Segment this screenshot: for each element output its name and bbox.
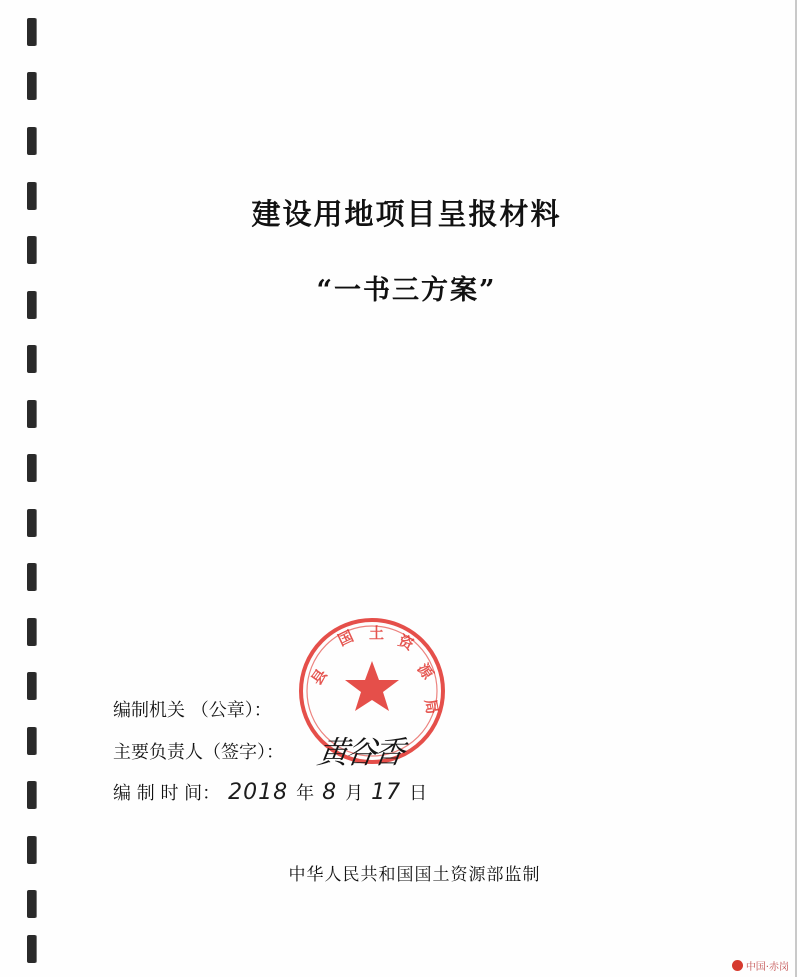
- binding-hole: [27, 454, 36, 482]
- binding-hole: [27, 890, 36, 918]
- date-month: 8: [322, 780, 338, 805]
- date-value: [228, 779, 427, 805]
- date-month-unit: 月: [345, 783, 364, 804]
- compiler-field: [113, 696, 272, 722]
- svg-text:源: 源: [413, 659, 438, 683]
- leader-field: [113, 738, 284, 764]
- leader-label: 主要负责人（签字）：: [113, 742, 284, 763]
- compiler-label: 编制机关 （公章）：: [113, 700, 272, 721]
- binding-holes: [27, 18, 41, 963]
- leader-signature: 黄谷香: [314, 735, 405, 771]
- svg-text:局: 局: [421, 697, 442, 716]
- date-day: 17: [371, 780, 402, 805]
- binding-hole: [27, 618, 36, 646]
- binding-hole: [27, 672, 36, 700]
- binding-hole: [27, 345, 36, 373]
- binding-hole: [27, 727, 36, 755]
- binding-hole: [27, 781, 36, 809]
- svg-text:县: 县: [307, 665, 331, 689]
- binding-hole: [27, 935, 36, 963]
- svg-text:土: 土: [369, 624, 385, 642]
- date-year: 2018: [228, 780, 289, 805]
- emblem-icon: [732, 960, 743, 971]
- binding-hole: [27, 400, 36, 428]
- watermark-text: 中国·赤岗: [745, 962, 789, 973]
- binding-hole: [27, 236, 36, 264]
- watermark: [732, 958, 789, 973]
- binding-hole: [27, 127, 36, 155]
- document-subtitle: “一书三方案”: [316, 275, 497, 306]
- svg-text:国: 国: [335, 626, 357, 650]
- date-label: 编 制 时 间：: [113, 783, 221, 804]
- date-day-unit: 日: [409, 783, 428, 804]
- document-title: 建设用地项目呈报材料: [251, 197, 562, 231]
- svg-text:资: 资: [395, 631, 417, 654]
- date-year-unit: 年: [296, 783, 315, 804]
- date-field: [113, 779, 427, 805]
- supervisor-text: 中华人民共和国国土资源部监制: [288, 865, 541, 885]
- binding-hole: [27, 563, 36, 591]
- binding-hole: [27, 509, 36, 537]
- binding-hole: [27, 18, 36, 46]
- binding-hole: [27, 72, 36, 100]
